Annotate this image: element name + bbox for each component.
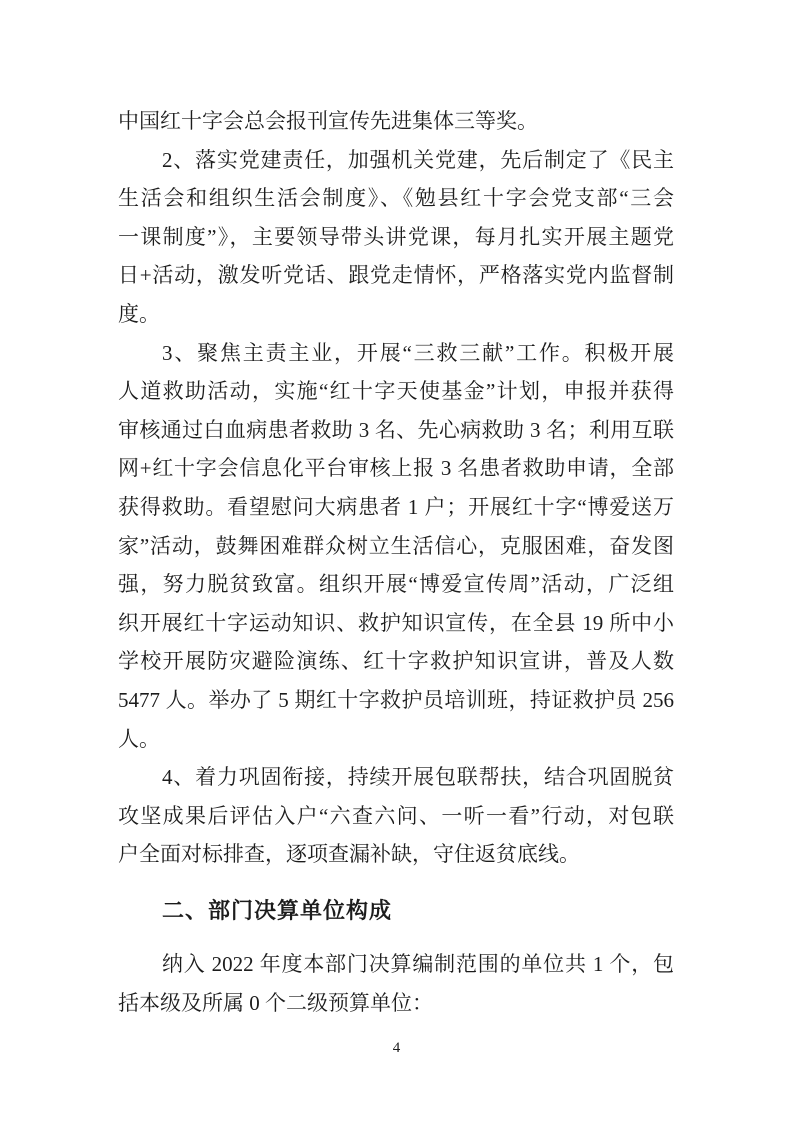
heading-line: 二、部门决算单位构成 (162, 897, 393, 923)
text-line: 度。 (118, 301, 160, 326)
text-line: 户全面对标排查，逐项查漏补缺，守住返贫底线。 (118, 842, 580, 867)
page-number: 4 (392, 1040, 401, 1056)
text-line: 攻坚成果后评估入户“六查六问、一听一看”行动，对包联 (118, 803, 674, 828)
document-body (118, 102, 674, 1023)
text-line: 一课制度”》，主要领导带头讲党课，每月扎实开展主题党 (118, 224, 674, 249)
text-line: 日+活动，激发听党话、跟党走情怀，严格落实党内监督制 (118, 263, 674, 288)
section-heading (118, 892, 674, 931)
text-line: 生活会和组织生活会制度》、《勉县红十字会党支部“三会 (118, 186, 674, 211)
paragraph (118, 945, 674, 1022)
text-line: 中国红十字会总会报刊宣传先进集体三等奖。 (118, 109, 538, 133)
text-line: 织开展红十字运动知识、救护知识宣传，在全县 19 所中小 (118, 610, 674, 635)
paragraph (118, 102, 674, 141)
paragraph (118, 758, 674, 874)
text-line: 5477 人。举办了 5 期红十字救护员培训班，持证救护员 256 (118, 687, 674, 712)
text-line: 3、聚焦主责主业，开展“三救三献”工作。积极开展 (162, 340, 674, 365)
text-line: 审核通过白血病患者救助 3 名、先心病救助 3 名；利用互联 (118, 417, 674, 442)
text-line: 家”活动，鼓舞困难群众树立生活信心，克服困难，奋发图 (118, 533, 674, 558)
text-line: 2、落实党建责任，加强机关党建，先后制定了《民主 (162, 147, 674, 172)
text-line: 人道救助活动，实施“红十字天使基金”计划，申报并获得 (118, 379, 674, 404)
text-line: 括本级及所属 0 个二级预算单位： (118, 991, 433, 1016)
text-line: 获得救助。看望慰问大病患者 1 户；开展红十字“博爱送万 (118, 494, 674, 519)
text-line: 强，努力脱贫致富。组织开展“博爱宣传周”活动，广泛组 (118, 572, 674, 597)
paragraph (118, 334, 674, 759)
text-line: 人。 (118, 726, 160, 751)
text-line: 网+红十字会信息化平台审核上报 3 名患者救助申请，全部 (118, 456, 674, 481)
paragraph (118, 141, 674, 334)
text-line: 学校开展防灾避险演练、红十字救护知识宣讲，普及人数 (118, 649, 674, 674)
text-line: 纳入 2022 年度本部门决算编制范围的单位共 1 个，包 (162, 952, 674, 977)
text-line: 4、着力巩固衔接，持续开展包联帮扶，结合巩固脱贫 (162, 765, 674, 790)
